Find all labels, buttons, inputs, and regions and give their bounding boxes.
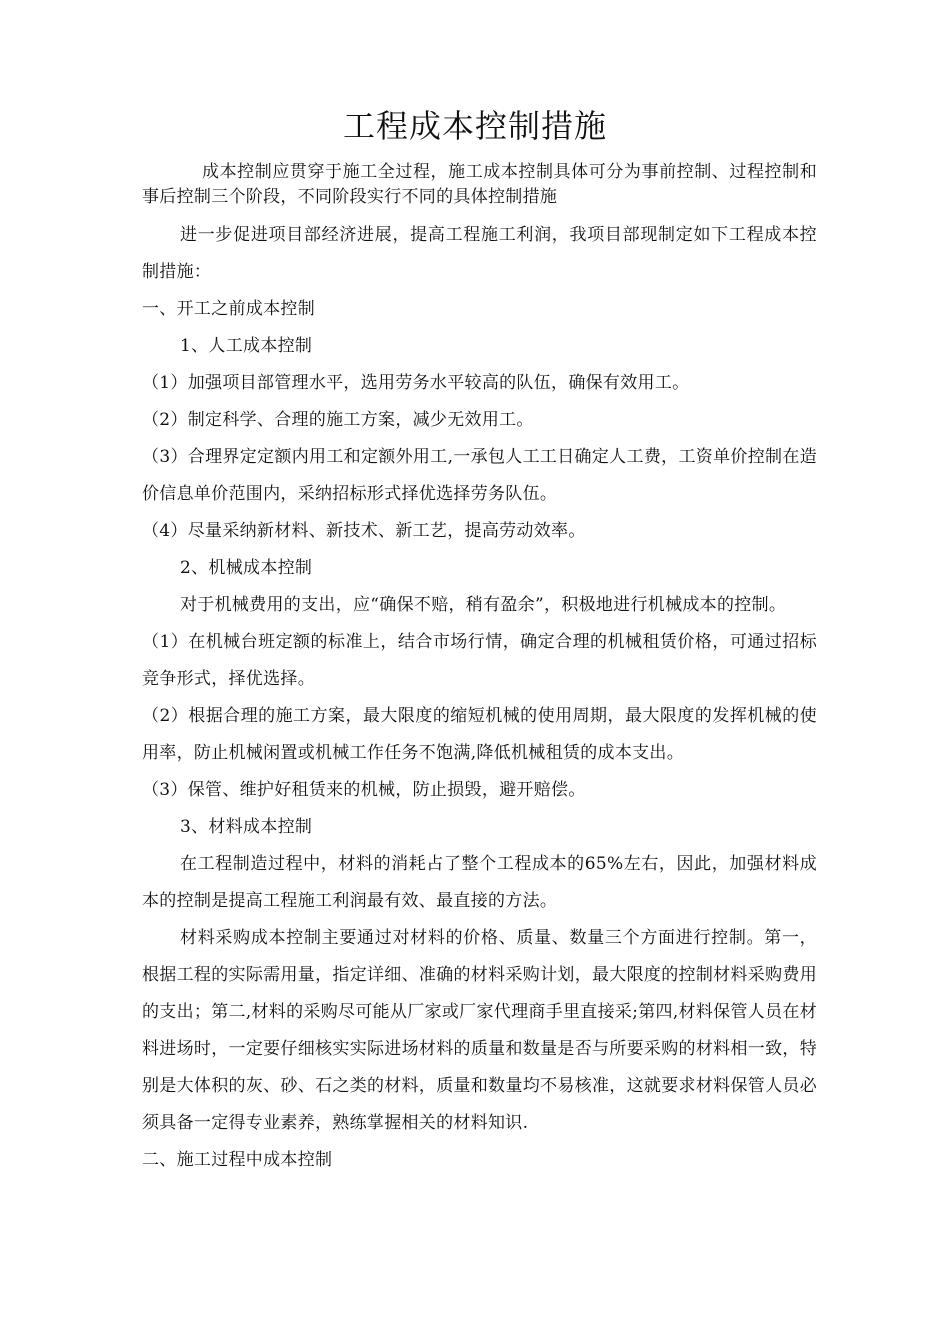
machinery-item-1: （1）在机械台班定额的标准上，结合市场行情，确定合理的机械租赁价格，可通过招标竞争形式，择优选择。 [142,632,817,689]
document-body [142,160,817,1179]
labor-item-2: （2）制定科学、合理的施工方案，减少无效用工。 [142,410,534,430]
section-heading-during-construction: 二、施工过程中成本控制 [142,1150,333,1170]
section-heading-pre-construction: 一、开工之前成本控制 [142,299,315,319]
material-purchasing-paragraph: 材料采购成本控制主要通过对材料的价格、质量、数量三个方面进行控制。第一，根据工程的实际需用量，指定详细、准确的材料采购计划，最大限度的控制材料采购费用的支出；第二,材料的采购尽可能从厂家或厂家代理商手里直接采;第四,材料保管人员在材料进场时，一定要仔细核实实际进场材料的质量和数量是否与所要采购的材料相一致，特别是大体积的灰、砂、石之类的材料，质量和数量均不易核准，这就要求材料保管人员必须具备一定得专业素养，熟练掌握相关的材料知识. [142,928,817,1133]
labor-item-3: （3）合理界定定额内用工和定额外用工,一承包人工工日确定人工费，工资单价控制在造价信息单价范围内，采纳招标形式择优选择劳务队伍。 [142,447,817,504]
subheading-material-cost: 3、材料成本控制 [180,817,313,837]
subheading-labor-cost: 1、人工成本控制 [180,336,313,356]
machinery-item-3: （3）保管、维护好租赁来的机械，防止损毁，避开赔偿。 [142,780,586,800]
labor-item-4: （4）尽量采纳新材料、新技术、新工艺，提高劳动效率。 [142,521,586,541]
purpose-paragraph: 进一步促进项目部经济进展，提高工程施工利润，我项目部现制定如下工程成本控制措施： [142,225,817,282]
intro-paragraph: 成本控制应贯穿于施工全过程，施工成本控制具体可分为事前控制、过程控制和事后控制三个阶段，不同阶段实行不同的具体控制措施 [142,162,817,207]
machinery-item-2: （2）根据合理的施工方案，最大限度的缩短机械的使用周期，最大限度的发挥机械的使用率，防止机械闲置或机械工作任务不饱满,降低机械租赁的成本支出。 [142,706,817,763]
material-intro-paragraph: 在工程制造过程中，材料的消耗占了整个工程成本的65%左右，因此，加强材料成本的控制是提高工程施工利润最有效、最直接的方法。 [142,854,817,911]
document-title: 工程成本控制措施 [342,107,607,145]
subheading-machinery-cost: 2、机械成本控制 [180,558,313,578]
labor-item-1: （1）加强项目部管理水平，选用劳务水平较高的队伍，确保有效用工。 [142,373,690,393]
machinery-intro-paragraph: 对于机械费用的支出，应“确保不赔，稍有盈余”，积极地进行机械成本的控制。 [180,595,787,615]
